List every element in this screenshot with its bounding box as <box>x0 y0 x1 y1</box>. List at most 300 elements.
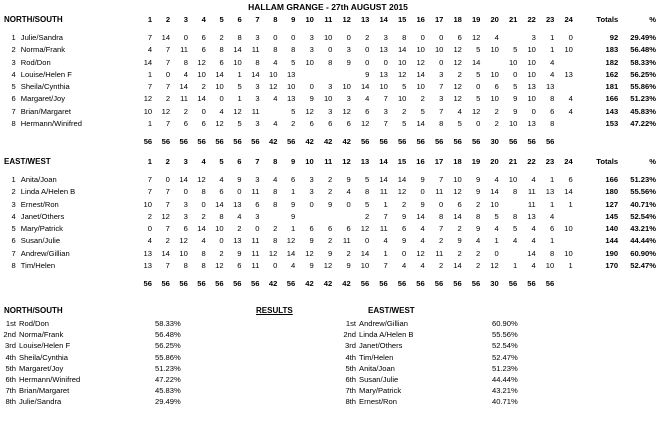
score-cell: 2 <box>420 94 425 104</box>
score-cell: 0 <box>568 33 573 42</box>
score-cell: 4 <box>402 261 407 271</box>
score-cell: 1 <box>550 45 555 55</box>
score-cell: 4 <box>273 57 278 67</box>
footer-label <box>4 278 134 290</box>
score-cell <box>295 211 314 223</box>
footer-top-score: 56 <box>379 137 388 147</box>
score-cell: 8 <box>183 261 188 271</box>
pair-percent: 45.83% <box>630 106 656 116</box>
score-cell: 10 <box>490 94 499 104</box>
east_west-header-row <box>4 155 656 168</box>
score-cell: 10 <box>508 119 518 129</box>
score-cell: 0 <box>255 224 260 234</box>
table-row <box>4 32 656 44</box>
pair-total: 181 <box>605 82 619 92</box>
score-cell: 7 <box>439 82 444 92</box>
table-row <box>4 211 656 223</box>
pair-number: 8 <box>11 119 16 129</box>
result-percent: 47.22% <box>155 375 181 384</box>
pair-name: Brian/Margaret <box>20 106 71 116</box>
result-position: 6th <box>345 375 356 384</box>
score-cell: 0 <box>183 187 188 197</box>
board-number: 5 <box>219 157 224 166</box>
score-cell: 3 <box>309 33 314 42</box>
score-cell: 10 <box>286 82 296 92</box>
pair-percent: 44.44% <box>630 236 656 246</box>
score-cell: 4 <box>513 236 518 246</box>
score-cell <box>332 211 351 223</box>
footer-top-score: 42 <box>269 137 278 147</box>
score-cell: 10 <box>564 224 573 234</box>
result-pair-name: Julie/Sandra <box>19 397 62 407</box>
footer-top-score: 56 <box>250 279 260 289</box>
score-cell: 9 <box>476 175 481 184</box>
score-cell: 0 <box>147 224 152 234</box>
footer-top-score: 42 <box>268 279 278 289</box>
score-cell: 1 <box>568 199 573 209</box>
result-row <box>0 396 181 407</box>
footer-top-score: 56 <box>197 137 206 147</box>
score-cell: 2 <box>147 211 152 221</box>
footer-top-score: 56 <box>527 137 536 147</box>
score-cell: 14 <box>161 248 170 258</box>
footer-top-score: 56 <box>360 137 370 147</box>
score-cell: 6 <box>550 106 555 116</box>
score-cell: 11 <box>251 236 260 246</box>
result-percent: 55.56% <box>492 330 518 340</box>
footer-top-score: 56 <box>251 137 260 147</box>
result-percent: 51.23% <box>155 363 181 373</box>
score-cell: 6 <box>402 224 407 234</box>
score-cell: 9 <box>291 211 296 221</box>
score-cell: 5 <box>513 45 518 55</box>
pair-percent: 51.23% <box>630 94 656 104</box>
score-cell: 13 <box>143 261 152 271</box>
score-cell: 13 <box>233 199 242 209</box>
footer-top-score: 56 <box>508 137 518 147</box>
pair-total: 182 <box>605 57 619 67</box>
score-cell: 14 <box>397 175 407 184</box>
score-cell: 2 <box>494 106 499 116</box>
score-cell: 0 <box>439 33 444 42</box>
score-cell: 8 <box>365 187 370 197</box>
score-cell: 12 <box>453 187 462 197</box>
score-cell: 2 <box>346 248 351 258</box>
result-row <box>332 352 518 363</box>
board-number: 24 <box>564 15 573 24</box>
score-cell: 2 <box>291 119 296 129</box>
score-cell: 7 <box>383 211 388 221</box>
pair-total: 143 <box>605 106 619 116</box>
board-number: 7 <box>255 15 260 24</box>
pair-percent: 60.90% <box>630 248 656 258</box>
pair-number: 4 <box>11 211 16 221</box>
score-cell <box>295 69 314 81</box>
score-cell: 2 <box>402 106 407 116</box>
result-pair-name: Tim/Helen <box>359 352 394 362</box>
score-cell: 12 <box>453 94 462 104</box>
score-cell: 9 <box>309 94 314 104</box>
score-cell: 3 <box>328 82 333 92</box>
results-ns-heading: NORTH/SOUTH <box>4 306 63 315</box>
board-number: 2 <box>165 15 171 24</box>
result-position: 2nd <box>343 330 356 340</box>
score-cell: 14 <box>564 187 573 197</box>
score-cell: 4 <box>494 175 499 184</box>
score-cell: 10 <box>416 82 425 92</box>
board-number: 13 <box>360 15 370 24</box>
score-cell: 10 <box>453 175 462 184</box>
score-cell: 14 <box>416 69 425 79</box>
score-cell: 13 <box>379 69 388 79</box>
pair-name: Andrew/Gillian <box>20 248 70 258</box>
score-cell: 12 <box>305 248 314 258</box>
pair-name: Anita/Joan <box>20 175 57 184</box>
board-number: 9 <box>291 15 296 24</box>
pair-name: Julie/Sandra <box>20 33 63 42</box>
score-cell: 4 <box>420 261 425 271</box>
score-cell: 4 <box>291 261 296 271</box>
result-row <box>0 340 181 351</box>
result-percent: 29.49% <box>155 397 181 407</box>
score-cell: 4 <box>531 175 536 184</box>
score-cell: 10 <box>490 199 499 209</box>
score-cell: 2 <box>457 248 462 258</box>
totals-header: Totals <box>596 15 619 24</box>
table-row <box>4 118 656 130</box>
score-cell: 0 <box>165 175 170 184</box>
score-cell: 14 <box>143 57 153 67</box>
score-cell: 1 <box>550 175 555 184</box>
score-cell: 3 <box>309 187 314 197</box>
score-cell: 6 <box>183 119 188 129</box>
score-cell: 2 <box>273 224 278 234</box>
score-cell: 1 <box>383 248 388 258</box>
score-cell: 8 <box>201 248 206 258</box>
score-cell: 0 <box>183 33 188 42</box>
score-cell: 6 <box>346 119 351 129</box>
score-cell: 13 <box>286 69 296 79</box>
score-cell: 2 <box>219 248 224 258</box>
score-cell: 1 <box>383 199 388 209</box>
score-cell: 7 <box>147 82 153 92</box>
pair-name: Norma/Frank <box>20 45 66 55</box>
result-position: 1st <box>5 319 16 328</box>
footer-top-score: 56 <box>434 279 444 289</box>
result-position: 7th <box>5 386 16 396</box>
score-cell: 2 <box>201 82 206 92</box>
pair-number: 7 <box>11 106 16 116</box>
score-cell: 3 <box>255 82 260 92</box>
score-cell: 9 <box>237 248 242 258</box>
board-number: 9 <box>291 157 296 166</box>
score-cell: 7 <box>439 224 444 234</box>
score-cell: 9 <box>291 199 296 209</box>
score-cell: 12 <box>490 261 499 271</box>
score-cell: 12 <box>161 211 170 221</box>
score-cell: 7 <box>439 175 444 184</box>
board-number: 17 <box>434 15 444 24</box>
score-cell: 5 <box>476 94 481 104</box>
score-cell: 0 <box>365 236 370 246</box>
board-number: 14 <box>379 157 388 166</box>
score-cell: 11 <box>379 187 388 197</box>
score-cell: 7 <box>165 45 171 55</box>
result-percent: 52.47% <box>492 352 518 362</box>
result-pair-name: Mary/Patrick <box>359 386 402 396</box>
result-percent: 60.90% <box>492 319 518 328</box>
result-row <box>332 318 518 329</box>
score-cell: 2 <box>165 94 171 104</box>
score-cell <box>499 248 518 260</box>
score-cell: 12 <box>268 248 278 258</box>
score-cell: 2 <box>201 211 206 221</box>
score-cell: 4 <box>420 224 425 234</box>
east_west-footer-row <box>4 278 656 290</box>
score-cell: 3 <box>531 33 536 42</box>
pair-percent: 56.48% <box>630 45 656 55</box>
score-cell: 10 <box>564 45 573 55</box>
score-cell: 6 <box>328 119 333 129</box>
score-cell: 0 <box>476 119 481 129</box>
results-title: RESULTS <box>256 306 293 315</box>
score-cell: 4 <box>550 69 555 79</box>
score-cell: 5 <box>513 82 518 92</box>
score-cell: 14 <box>379 175 388 184</box>
footer-top-score: 56 <box>233 279 242 289</box>
pair-percent: 52.54% <box>630 211 656 221</box>
pair-number: 7 <box>11 248 16 258</box>
score-cell: 1 <box>237 94 242 104</box>
score-cell: 7 <box>165 224 170 234</box>
score-cell: 3 <box>439 94 444 104</box>
score-cell: 14 <box>360 248 370 258</box>
score-cell: 0 <box>494 248 499 258</box>
score-cell: 13 <box>527 211 536 221</box>
score-cell: 10 <box>215 82 224 92</box>
board-number: 7 <box>255 157 260 166</box>
footer-top-score: 56 <box>416 137 425 147</box>
score-cell: 4 <box>494 224 499 234</box>
score-cell: 2 <box>165 236 170 246</box>
result-row <box>0 374 181 385</box>
score-cell <box>260 106 278 118</box>
score-cell: 6 <box>219 187 224 197</box>
score-cell: 0 <box>219 94 224 104</box>
pair-total: 140 <box>605 224 619 234</box>
score-cell: 0 <box>237 187 242 197</box>
score-cell: 6 <box>291 175 296 184</box>
score-cell: 11 <box>251 187 260 197</box>
result-pair-name: Andrew/Gillian <box>359 319 408 328</box>
footer-top-score: 56 <box>379 279 388 289</box>
score-cell: 10 <box>197 69 206 79</box>
score-cell: 10 <box>269 69 278 79</box>
score-cell: 10 <box>434 45 444 55</box>
score-cell: 8 <box>255 57 260 67</box>
score-cell: 14 <box>197 94 206 104</box>
result-row <box>332 363 518 374</box>
score-cell: 10 <box>143 199 152 209</box>
score-cell <box>314 69 333 81</box>
result-row <box>0 352 181 363</box>
pair-name: Louise/Helen F <box>20 69 72 79</box>
table-row <box>4 174 656 186</box>
score-cell: 3 <box>439 69 444 79</box>
score-cell: 10 <box>508 57 518 67</box>
result-position: 6th <box>5 375 16 384</box>
score-cell: 6 <box>346 224 351 234</box>
footer-top-score: 56 <box>161 279 170 289</box>
result-percent: 51.23% <box>492 363 518 373</box>
pair-name: Margaret/Joy <box>20 94 66 104</box>
score-cell: 11 <box>379 224 388 234</box>
score-cell: 14 <box>397 45 407 55</box>
results-ew-heading: EAST/WEST <box>368 306 415 315</box>
pair-name: Janet/Others <box>20 211 65 221</box>
score-cell: 6 <box>309 119 314 129</box>
footer-top-score: 56 <box>215 137 224 147</box>
score-cell: 10 <box>527 94 536 104</box>
score-cell: 12 <box>286 236 296 246</box>
result-pair-name: Anita/Joan <box>359 363 395 373</box>
score-cell: 13 <box>545 82 555 92</box>
score-cell: 4 <box>568 106 573 116</box>
board-number: 13 <box>360 157 370 166</box>
north_south-heading: NORTH/SOUTH <box>4 15 63 24</box>
score-cell: 0 <box>365 45 370 55</box>
result-position: 7th <box>345 386 356 396</box>
board-number: 10 <box>305 157 314 166</box>
footer-top-score <box>554 136 573 148</box>
score-cell: 12 <box>215 119 224 129</box>
score-cell: 0 <box>165 69 171 79</box>
result-percent: 58.33% <box>155 319 181 328</box>
score-cell: 10 <box>305 57 314 67</box>
score-cell: 5 <box>513 224 518 234</box>
score-cell: 12 <box>416 248 425 258</box>
score-cell: 8 <box>513 187 518 197</box>
table-row <box>4 235 656 247</box>
pair-total: 153 <box>605 119 619 129</box>
score-cell <box>499 199 518 211</box>
score-cell: 6 <box>328 224 333 234</box>
score-cell: 9 <box>365 69 370 79</box>
score-cell: 2 <box>402 199 407 209</box>
result-position: 2nd <box>3 330 16 340</box>
score-cell: 6 <box>550 224 555 234</box>
pair-total: 166 <box>605 94 619 104</box>
footer-top-score: 56 <box>527 279 536 289</box>
score-cell: 11 <box>251 248 260 258</box>
score-cell: 3 <box>255 94 260 104</box>
score-cell: 1 <box>550 199 555 209</box>
board-number: 21 <box>508 15 518 24</box>
footer-top-score: 56 <box>197 279 206 289</box>
score-cell: 10 <box>360 261 370 271</box>
score-cell: 12 <box>143 94 153 104</box>
result-pair-name: Brian/Margaret <box>19 386 70 396</box>
score-cell: 0 <box>201 199 206 209</box>
board-number: 6 <box>237 157 242 166</box>
score-cell <box>499 32 518 44</box>
score-cell: 10 <box>527 69 536 79</box>
pct-header: % <box>649 157 656 166</box>
score-cell: 10 <box>490 69 499 79</box>
result-row <box>332 374 518 385</box>
score-cell: 12 <box>416 57 425 67</box>
board-number: 18 <box>453 157 462 166</box>
table-row <box>4 44 656 56</box>
score-cell: 12 <box>197 175 206 184</box>
score-cell: 0 <box>402 248 407 258</box>
board-number: 22 <box>527 157 536 166</box>
result-position: 4th <box>5 352 16 362</box>
score-cell: 2 <box>476 199 481 209</box>
result-percent: 56.48% <box>155 330 181 340</box>
score-cell: 8 <box>201 187 206 197</box>
pair-total: 162 <box>605 69 619 79</box>
score-cell <box>480 57 499 69</box>
pair-percent: 52.47% <box>630 261 656 271</box>
board-number: 1 <box>147 15 153 24</box>
footer-top-score: 56 <box>286 279 296 289</box>
score-cell: 7 <box>383 119 388 129</box>
score-cell: 10 <box>527 45 536 55</box>
pair-number: 2 <box>11 187 16 197</box>
result-row <box>0 318 181 329</box>
score-cell: 0 <box>291 33 296 42</box>
score-cell: 14 <box>416 119 425 129</box>
pair-number: 5 <box>11 82 16 92</box>
score-cell: 9 <box>457 236 462 246</box>
result-position: 8th <box>5 397 16 407</box>
board-number: 2 <box>165 157 170 166</box>
score-cell: 7 <box>383 94 388 104</box>
score-cell: 1 <box>291 187 296 197</box>
score-cell: 3 <box>255 33 260 42</box>
score-cell: 9 <box>346 175 351 184</box>
north_south-footer-row <box>4 136 656 148</box>
pair-number: 1 <box>11 33 16 42</box>
score-cell: 1 <box>550 236 555 246</box>
score-cell: 7 <box>165 82 171 92</box>
score-cell: 10 <box>545 261 555 271</box>
board-number: 12 <box>342 15 351 24</box>
score-cell: 14 <box>416 211 425 221</box>
table-row <box>4 81 656 93</box>
score-cell: 5 <box>365 199 370 209</box>
board-number: 6 <box>237 15 242 24</box>
score-cell: 5 <box>457 119 462 129</box>
score-cell: 12 <box>215 261 224 271</box>
result-percent: 44.44% <box>492 375 518 384</box>
score-cell: 8 <box>219 211 224 221</box>
pair-number: 8 <box>11 261 16 271</box>
score-cell: 4 <box>365 94 370 104</box>
score-cell: 7 <box>439 106 444 116</box>
score-cell: 10 <box>179 248 188 258</box>
pair-total: 180 <box>605 187 619 197</box>
score-cell: 0 <box>439 199 444 209</box>
score-cell: 14 <box>527 248 536 258</box>
score-cell: 9 <box>346 261 351 271</box>
score-cell: 3 <box>309 175 314 184</box>
footer-top-score: 56 <box>416 279 425 289</box>
score-cell: 11 <box>435 248 444 258</box>
score-cell: 10 <box>323 33 333 42</box>
table-row <box>4 69 656 81</box>
